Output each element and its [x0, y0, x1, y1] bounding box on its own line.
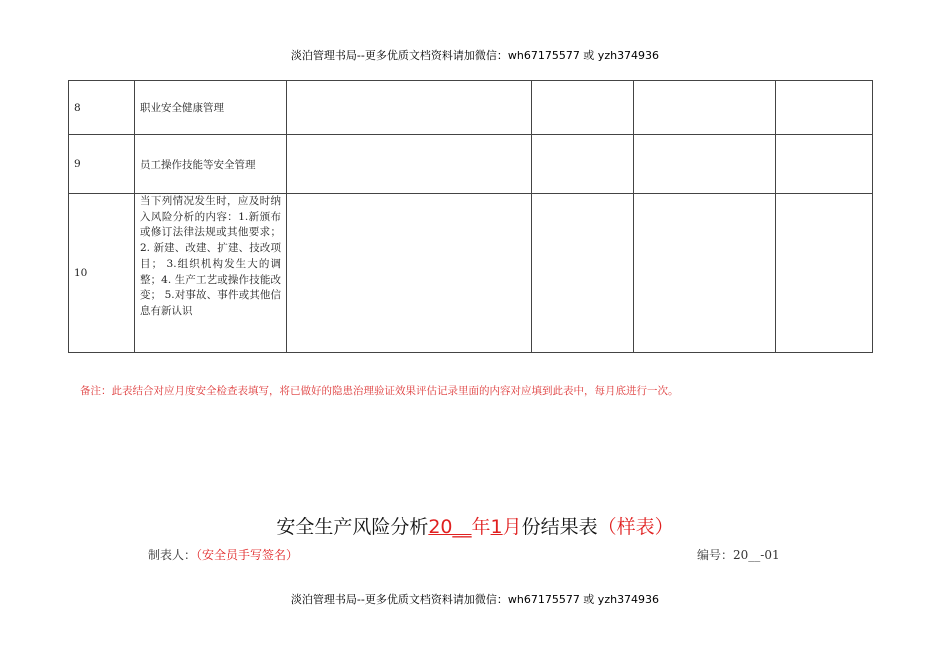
title-year: 20__	[428, 516, 472, 538]
maker-field	[148, 546, 298, 563]
title-sample: （样表）	[597, 516, 674, 538]
remark-note: 备注：此表结合对应月度安全检查表填写，将已做好的隐患治理验证效果评估记录里面的内容对应填到此表中，每月底进行一次。	[80, 385, 679, 397]
row-number: 9	[69, 135, 135, 194]
maker-value: （安全员手写签名）	[196, 548, 299, 562]
maker-label: 制表人：	[148, 548, 197, 562]
document-number: 编号：20__-01	[697, 548, 780, 562]
page-header: 淡泊管理书局--更多优质文档资料请加微信：wh67175577 或 yzh374936	[290, 49, 660, 62]
row-item: 当下列情况发生时，应及时纳入风险分析的内容：1.新颁布或修订法律法规或其他要求；2. 新建、改建、扩建、技改项目； 3.组织机构发生大的调整；4. 生产工艺或操作技能改变； 5.对事故、事件或其他信息有新认识	[135, 194, 287, 353]
title-text: 安全生产风险分析	[276, 516, 429, 538]
title-text-2: 份结果表	[521, 516, 598, 538]
table-row	[69, 135, 873, 194]
table-row	[69, 81, 873, 135]
row-item: 职业安全健康管理	[135, 81, 287, 135]
risk-table	[68, 80, 873, 353]
row-item: 员工操作技能等安全管理	[135, 135, 287, 194]
table-row	[69, 194, 873, 353]
page-footer: 淡泊管理书局--更多优质文档资料请加微信：wh67175577 或 yzh374936	[290, 593, 660, 606]
row-number: 10	[69, 194, 135, 353]
title-month: 1	[490, 516, 503, 538]
row-number: 8	[69, 81, 135, 135]
page-title	[0, 512, 950, 539]
title-month-suffix: 月	[502, 516, 522, 538]
title-year-suffix: 年	[471, 516, 491, 538]
